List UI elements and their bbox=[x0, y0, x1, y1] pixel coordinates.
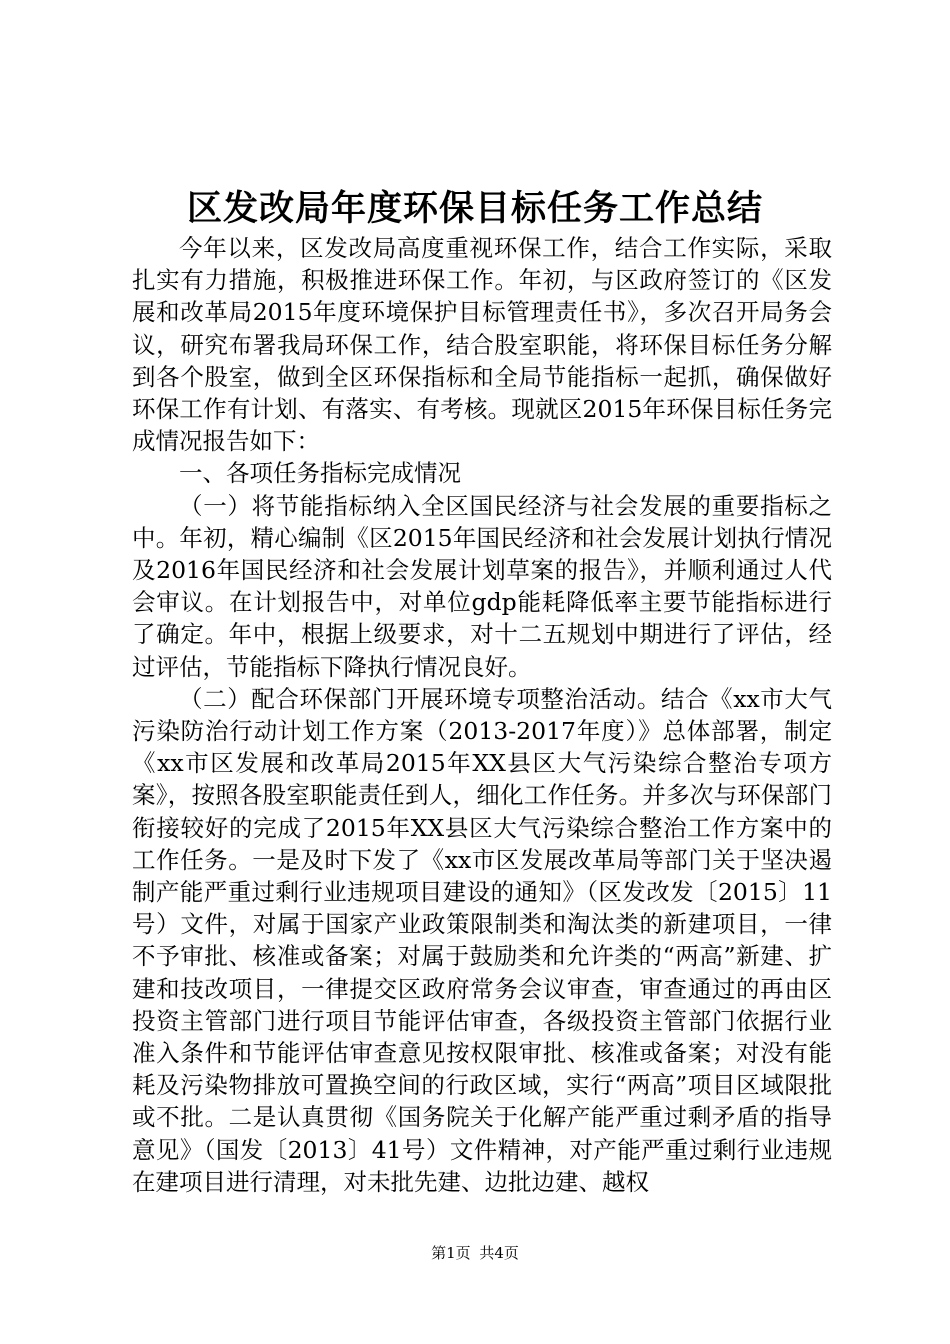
paragraph-item-2: （二）配合环保部门开展环境专项整治活动。结合《xx市大气污染防治行动计划工作方案（2013-2017年度）》总体部署，制定《xx市区发展和改革局2015年XX县区大气污染综合整治专项方案》，按照各股室职能责任到人，细化工作任务。并多次与环保部门衔接较好的完成了2015年XX县区大气污染综合整治工作方案中的工作任务。一是及时下发了《xx市区发展改革局等部门关于坚决遏制产能严重过剩行业违规项目建设的通知》（区发改发〔2015〕11号）文件，对属于国家产业政策限制类和淘汰类的新建项目，一律不予审批、核准或备案；对属于鼓励类和允许类的“两高”新建、扩建和技改项目，一律提交区政府常务会议审查，审查通过的再由区投资主管部门进行项目节能评估审查，各级投资主管部门依据行业准入条件和节能评估审查意见按权限审批、核准或备案；对没有能耗及污染物排放可置换空间的行政区域，实行“两高”项目区域限批或不批。二是认真贯彻《国务院关于化解产能严重过剩矛盾的指导意见》（国发〔2013〕41号）文件精神，对产能严重过剩行业违规在建项目进行清理，对未批先建、边批边建、越权 bbox=[132, 684, 832, 1196]
paragraph-item-1: （一）将节能指标纳入全区国民经济与社会发展的重要指标之中。年初，精心编制《区2015年国民经济和社会发展计划执行情况及2016年国民经济和社会发展计划草案的报告》，并顺利通过人代会审议。在计划报告中，对单位gdp能耗降低率主要节能指标进行了确定。年中，根据上级要求，对十二五规划中期进行了评估，经过评估，节能指标下降执行情况良好。 bbox=[132, 491, 832, 681]
document-body bbox=[132, 232, 832, 1198]
document-title: 区发改局年度环保目标任务工作总结 bbox=[186, 188, 763, 229]
page-number-footer: 第1页 共4页 bbox=[431, 1244, 519, 1262]
section-heading: 一、各项任务指标完成情况 bbox=[179, 459, 461, 488]
paragraph-intro: 今年以来，区发改局高度重视环保工作，结合工作实际，采取扎实有力措施，积极推进环保工作。年初，与区政府签订的《区发展和改革局2015年度环境保护目标管理责任书》，多次召开局务会议，研究布署我局环保工作，结合股室职能，将环保目标任务分解到各个股室，做到全区环保指标和全局节能指标一起抓，确保做好环保工作有计划、有落实、有考核。现就区2015年环保目标任务完成情况报告如下： bbox=[132, 234, 832, 456]
